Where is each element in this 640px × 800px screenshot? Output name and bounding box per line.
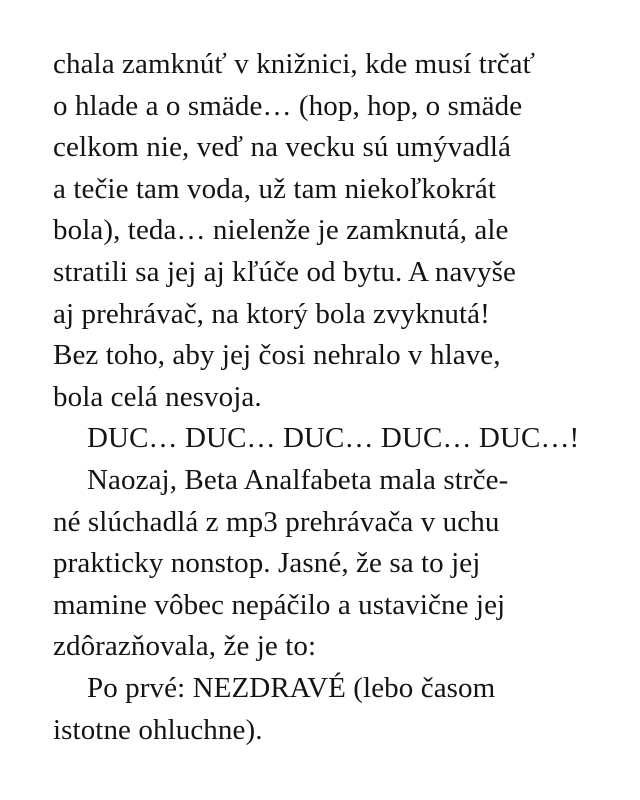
text-line-indented: Naozaj, Beta Analfabeta mala strče- (87, 463, 509, 496)
text-line: celkom nie, veď na vecku sú umývadlá (53, 131, 512, 164)
text-line: aj prehrávač, na ktorý bola zvyknutá! (53, 297, 490, 330)
text-line: a tečie tam voda, už tam niekoľkokrát (53, 172, 497, 205)
text-line: prakticky nonstop. Jasné, že sa to jej (53, 547, 481, 580)
text-line-indented: DUC… DUC… DUC… DUC… DUC…! (87, 422, 580, 455)
text-line: bola celá nesvoja. (53, 380, 262, 413)
text-line: o hlade a o smäde… (hop, hop, o smäde (53, 89, 523, 122)
text-line: stratili sa jej aj kľúče od bytu. A navyše (53, 255, 516, 288)
text-line: istotne ohluchne). (53, 713, 263, 746)
text-line-indented: Po prvé: NEZDRAVÉ (lebo časom (87, 671, 496, 704)
text-line: chala zamknúť v knižnici, kde musí trčať (53, 48, 536, 80)
text-line: né slúchadlá z mp3 prehrávača v uchu (53, 505, 500, 538)
text-line: zdôrazňovala, že je to: (53, 630, 317, 663)
text-line: Bez toho, aby jej čosi nehralo v hlave, (53, 339, 501, 372)
book-page-text (53, 44, 593, 751)
text-line: mamine vôbec nepáčilo a ustavične jej (53, 588, 506, 621)
text-line: bola), teda… nielenže je zamknutá, ale (53, 214, 509, 247)
